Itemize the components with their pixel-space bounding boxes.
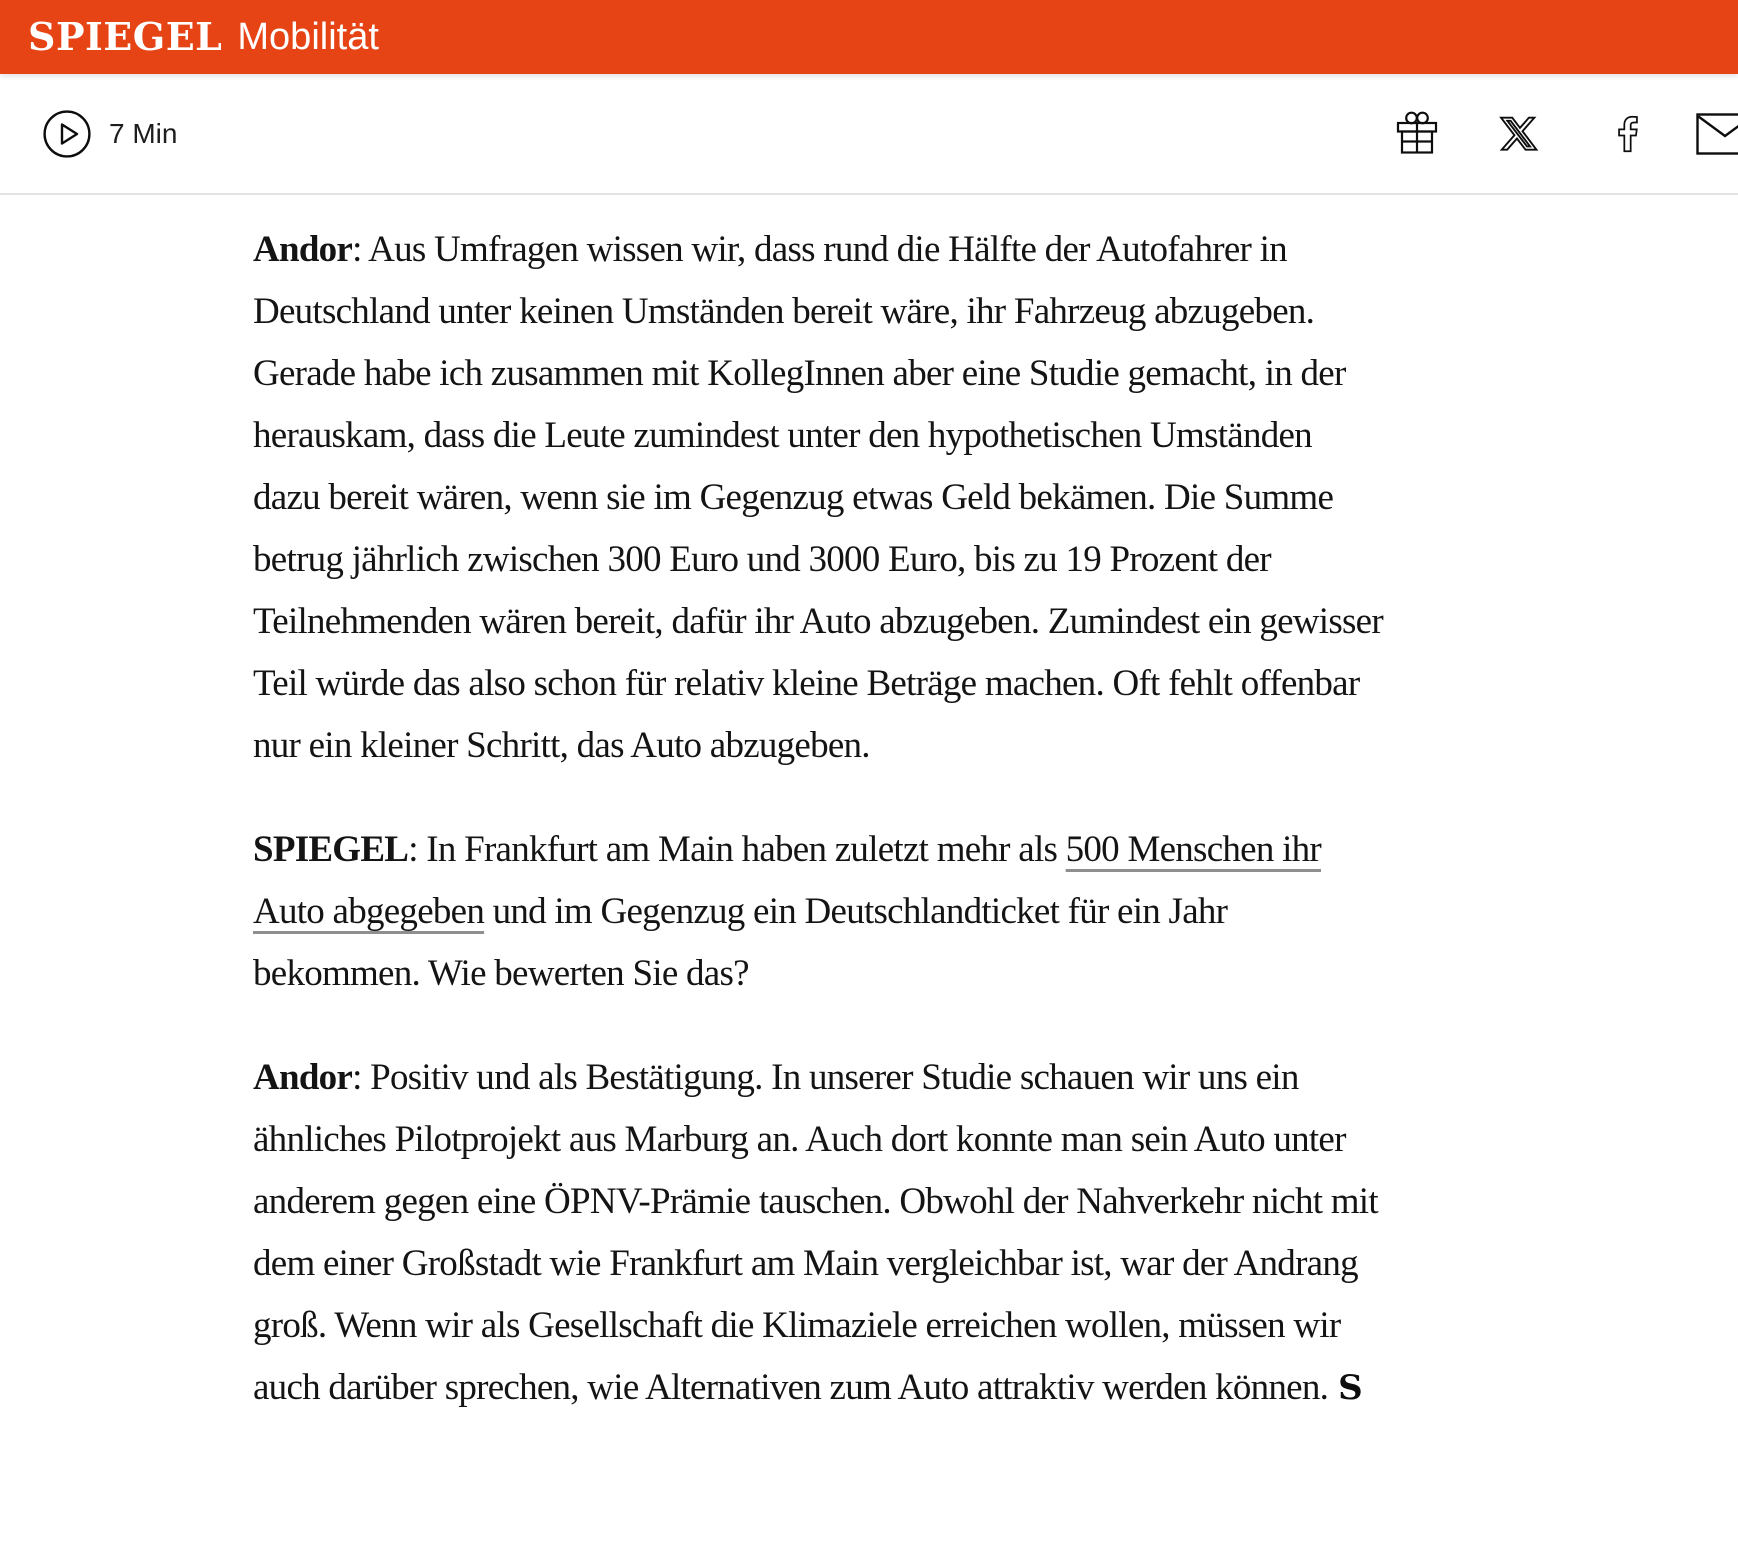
article-link[interactable]: 500 Menschen ihr Auto abgegeben [253, 829, 1321, 932]
x-twitter-icon [1499, 142, 1539, 157]
section-title[interactable]: Mobilität [237, 16, 379, 58]
audio-play-button[interactable] [42, 109, 177, 159]
paragraph-text: und im Gegenzug ein Deutschlandticket für ein Jahr bekommen. Wie bewerten Sie das? [253, 891, 1228, 994]
x-twitter-share-button[interactable] [1499, 114, 1539, 154]
spiegel-endmark: S [1338, 1368, 1362, 1408]
speaker-name: SPIEGEL [253, 829, 409, 870]
facebook-share-button[interactable] [1605, 111, 1651, 157]
paragraph-text: : Aus Umfragen wissen wir, dass rund die Hälfte der Autofahrer in Deutschland unter keinen Umständen bereit wäre, ihr Fahrzeug abzugeben. Gerade habe ich zusammen mit KollegInnen aber eine Studie gemacht, in der herauskam, dass die Leute zumindest unter den hypothetischen Umständen dazu bereit wären, wenn sie im Gegenzug etwas Geld bekämen. Die Summe betrug jährlich zwischen 300 Euro und 3000 Euro, bis zu 19 Prozent der Teilnehmenden wären bereit, dafür ihr Auto abzugeben. Zumindest ein gewisser Teil würde das also schon für relativ kleine Beträge machen. Oft fehlt offenbar nur ein kleiner Schritt, das Auto abzugeben. [253, 229, 1383, 766]
email-icon [1696, 143, 1738, 158]
facebook-icon [1605, 145, 1651, 160]
reading-time-label: 7 Min [109, 117, 178, 149]
article-paragraph [253, 1047, 1385, 1419]
email-share-button[interactable] [1696, 113, 1738, 155]
article-paragraph [253, 819, 1385, 1005]
speaker-name: Andor [253, 1057, 353, 1098]
paragraph-text: : Positiv und als Bestätigung. In unserer Studie schauen wir uns ein ähnliches Pilotprojekt aus Marburg an. Auch dort konnte man sein Auto unter anderem gegen eine ÖPNV-Prämie tauschen. Obwohl der Nahverkehr nicht mit dem einer Großstadt wie Frankfurt am Main vergleichbar ist, war der Andrang groß. Wenn wir als Gesellschaft die Klimaziele erreichen wollen, müssen wir auch darüber sprechen, wie Alternativen zum Auto attraktiv werden können. [253, 1057, 1378, 1408]
speaker-name: Andor [253, 229, 353, 270]
spiegel-logo[interactable]: SPIEGEL [28, 14, 223, 59]
article-toolbar [0, 74, 1738, 195]
article-body [0, 195, 1738, 1419]
brand-bar [0, 0, 1738, 74]
play-circle-icon [42, 109, 92, 159]
gift-icon [1393, 146, 1441, 161]
article-paragraph [253, 219, 1385, 777]
paragraph-text: : In Frankfurt am Main haben zuletzt mehr als [408, 829, 1066, 870]
gift-share-button[interactable] [1393, 110, 1441, 158]
